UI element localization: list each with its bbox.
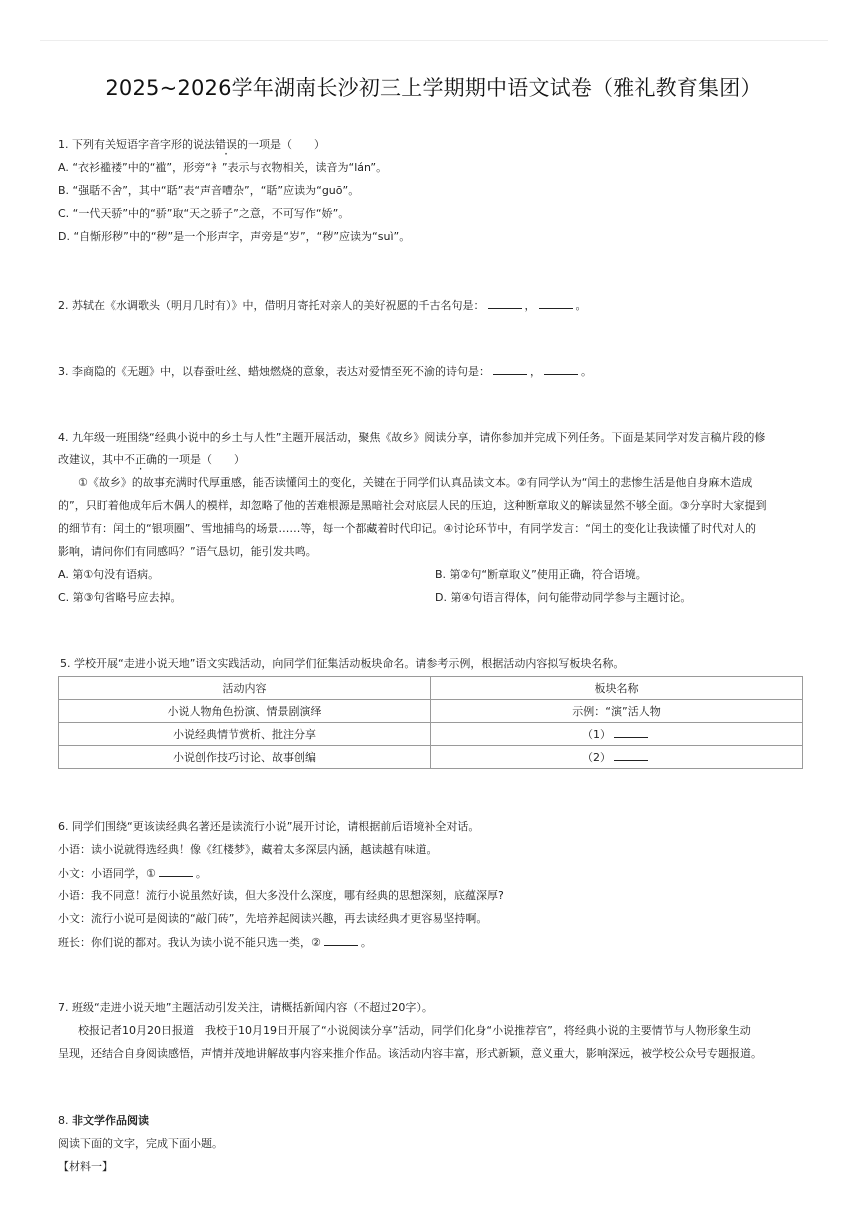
exam-title: 2025~2026学年湖南长沙初三上学期期中语文试卷（雅礼教育集团） bbox=[105, 76, 762, 100]
q1-option-a: A. “衣衫褴褛”中的“褴”，形旁“衤”表示与衣物相关，读音为“lán”。 bbox=[58, 161, 388, 174]
q4-option-b: B. 第②句“断章取义”使用正确，符合语境。 bbox=[435, 568, 647, 581]
table-cell: 小说创作技巧讨论、故事创编 bbox=[59, 746, 431, 769]
table-row bbox=[59, 700, 803, 723]
q6-blank-2[interactable] bbox=[324, 934, 358, 946]
table-header-cell: 活动内容 bbox=[59, 677, 431, 700]
table-cell: （2） bbox=[431, 746, 803, 769]
q5-table bbox=[58, 676, 803, 769]
table-row bbox=[59, 746, 803, 769]
q1-option-d: D. “自惭形秽”中的“秽”是一个形声字，声旁是“岁”，“秽”应读为“suì”。 bbox=[58, 230, 411, 243]
q7-news-line1: 校报记者10月20日报道 我校于10月19日开展了“小说阅读分享”活动，同学们化身“小说推荐官”，将经典小说的主要情节与人物形象生动 bbox=[78, 1024, 751, 1037]
q5-stem: 5. 学校开展“走进小说天地”语文实践活动，向同学们征集活动板块命名。请参考示例，根据活动内容拟写板块名称。 bbox=[60, 657, 625, 670]
q6-dialog-4: 小文：流行小说可是阅读的“敲门砖”，先培养起阅读兴趣，再去读经典才更容易坚持啊。 bbox=[58, 912, 488, 925]
q2-blank-1[interactable] bbox=[488, 297, 522, 309]
q2-blank-2[interactable] bbox=[539, 297, 573, 309]
q6-dialog-2: 小文：小语同学，① 。 bbox=[58, 867, 207, 880]
q4-passage-line4: 影响，请问你们有同感吗？”语气恳切，能引发共鸣。 bbox=[58, 545, 317, 558]
q7-stem: 7. 班级“走进小说天地”主题活动引发关注，请概括新闻内容（不超过20字）。 bbox=[58, 1001, 433, 1014]
q3-blank-1[interactable] bbox=[493, 363, 527, 375]
table-header-row bbox=[59, 677, 803, 700]
q1-stem: 1. 下列有关短语字音字形的说法错误的一项是（ ） bbox=[58, 138, 325, 151]
q4-option-d: D. 第④句语言得体，问句能带动同学参与主题讨论。 bbox=[435, 591, 692, 604]
q3-stem: 3. 李商隐的《无题》中，以春蚕吐丝、蜡烛燃烧的意象，表达对爱情至死不渝的诗句是： ， 。 bbox=[58, 365, 592, 378]
q4-emphasis: 不正确 bbox=[124, 453, 157, 466]
q8-intro: 阅读下面的文字，完成下面小题。 bbox=[58, 1137, 223, 1150]
q2-stem: 2. 苏轼在《水调歌头（明月几时有）》中，借明月寄托对亲人的美好祝愿的千古名句是： ， 。 bbox=[58, 299, 587, 312]
table-cell: 小说经典情节赏析、批注分享 bbox=[59, 723, 431, 746]
table-cell: （1） bbox=[431, 723, 803, 746]
q4-option-a: A. 第①句没有语病。 bbox=[58, 568, 160, 581]
q4-stem-line1: 4. 九年级一班围绕“经典小说中的乡土与人性”主题开展活动，聚焦《故乡》阅读分享，请你参加并完成下列任务。下面是某同学对发言稿片段的修 bbox=[58, 431, 766, 444]
q7-news-line2: 呈现，还结合自身阅读感悟，声情并茂地讲解故事内容来推介作品。该活动内容丰富，形式新颖，意义重大，影响深远，被学校公众号专题报道。 bbox=[58, 1047, 762, 1060]
table-cell: 示例：“演”活人物 bbox=[431, 700, 803, 723]
q4-passage-line1: ①《故乡》的故事充满时代厚重感，能否读懂闰土的变化，关键在于同学们认真品读文本。②有同学认为“闰土的悲惨生活是他自身麻木造成 bbox=[78, 476, 753, 489]
q1-emphasis: 错误 bbox=[215, 138, 237, 151]
q4-stem-line2: 改建议，其中不正确的一项是（ ） bbox=[58, 453, 245, 466]
q1-option-b: B. “强聒不舍”，其中“聒”表“声音嘈杂”，“聒”应读为“guō”。 bbox=[58, 184, 360, 197]
q6-dialog-3: 小语：我不同意！流行小说虽然好读，但大多没什么深度，哪有经典的思想深刻，底蕴深厚? bbox=[58, 889, 504, 902]
q8-heading: 8. 非文学作品阅读 bbox=[58, 1114, 149, 1127]
q6-blank-1[interactable] bbox=[159, 865, 193, 877]
table-header-cell: 板块名称 bbox=[431, 677, 803, 700]
q5-blank-2[interactable] bbox=[614, 749, 648, 761]
q8-title: 非文学作品阅读 bbox=[72, 1114, 149, 1127]
top-divider bbox=[40, 40, 828, 41]
q4-passage-line3: 的细节有：闰土的“银项圈”、雪地捕鸟的场景……等，每一个都藏着时代印记。④讨论环节中，有同学发言：“闰土的变化让我读懂了时代对人的 bbox=[58, 522, 756, 535]
q4-option-c: C. 第③句省略号应去掉。 bbox=[58, 591, 182, 604]
q4-passage-line2: 的”，只盯着他成年后木偶人的模样，却忽略了他的苦难根源是黑暗社会对底层人民的压迫，这种断章取义的解读显然不够全面。③分享时大家提到 bbox=[58, 499, 767, 512]
table-row bbox=[59, 723, 803, 746]
q5-blank-1[interactable] bbox=[614, 726, 648, 738]
q6-dialog-5: 班长：你们说的都对。我认为读小说不能只选一类，② 。 bbox=[58, 936, 372, 949]
q3-blank-2[interactable] bbox=[544, 363, 578, 375]
q6-stem: 6. 同学们围绕“更该读经典名著还是读流行小说”展开讨论，请根据前后语境补全对话。 bbox=[58, 820, 480, 833]
q6-dialog-1: 小语：读小说就得选经典！像《红楼梦》，藏着太多深层内涵，越读越有味道。 bbox=[58, 843, 438, 856]
q8-material-label: 【材料一】 bbox=[58, 1160, 113, 1173]
table-cell: 小说人物角色扮演、情景剧演绎 bbox=[59, 700, 431, 723]
q1-option-c: C. “一代天骄”中的“骄”取“天之骄子”之意，不可写作“娇”。 bbox=[58, 207, 350, 220]
